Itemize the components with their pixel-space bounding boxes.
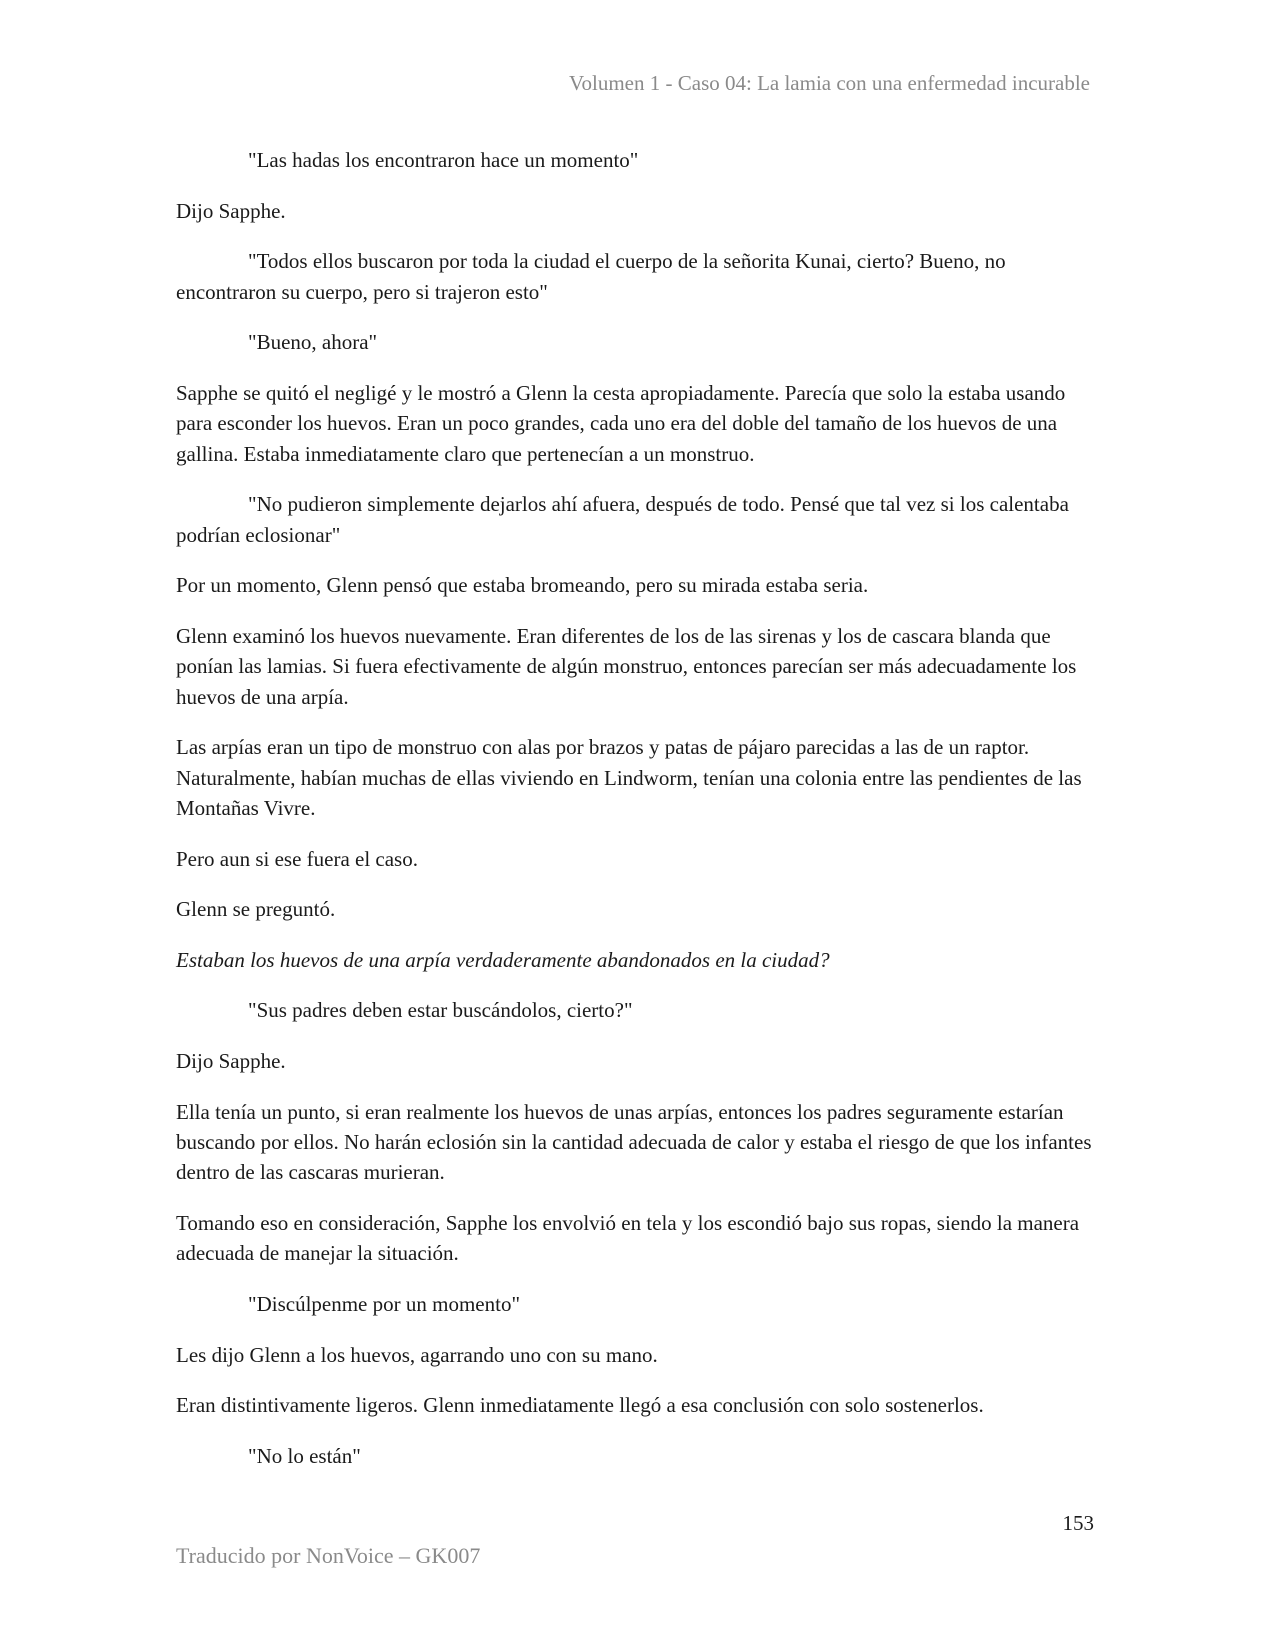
paragraph: Glenn se preguntó.	[176, 897, 336, 922]
paragraph: "Bueno, ahora"	[248, 330, 378, 355]
paragraph: Ella tenía un punto, si eran realmente los huevos de unas arpías, entonces los padres seguramente estarían buscando por ellos. No harán eclosión sin la cantidad adecuada de calor y estaba el riesgo de que los infantes dentro de las cascaras murieran.	[176, 1099, 1092, 1185]
page-number: 153	[1062, 1511, 1094, 1535]
paragraph: Dijo Sapphe.	[176, 198, 286, 223]
paragraph: Sapphe se quitó el negligé y le mostró a Glenn la cesta apropiadamente. Parecía que solo la estaba usando para esconder los huevos. Eran un poco grandes, cada uno era del doble del tamaño de los huevos de una gallina. Estaba inmediatamente claro que pertenecían a un monstruo.	[176, 380, 1066, 466]
paragraph: Pero aun si ese fuera el caso.	[176, 846, 418, 871]
paragraph: "Las hadas los encontraron hace un momento"	[248, 148, 639, 172]
paragraph: Glenn examinó los huevos nuevamente. Eran diferentes de los de las sirenas y los de cascara blanda que ponían las lamias. Si fuera efectivamente de algún monstruo, entonces parecían ser más adecuadamente los huevos de una arpía.	[176, 623, 1077, 709]
footer-credit: Traducido por NonVoice – GK007	[176, 1543, 481, 1568]
body-text	[176, 145, 1094, 1491]
running-header: Volumen 1 - Caso 04: La lamia con una enfermedad incurable	[569, 71, 1090, 95]
paragraph: Dijo Sapphe.	[176, 1048, 286, 1073]
paragraph: "No pudieron simplemente dejarlos ahí afuera, después de todo. Pensé que tal vez si los calentaba podrían eclosionar"	[176, 492, 1069, 547]
paragraph: "No lo están"	[248, 1443, 361, 1468]
paragraph: Las arpías eran un tipo de monstruo con alas por brazos y patas de pájaro parecidas a las de un raptor. Naturalmente, habían muchas de ellas viviendo en Lindworm, tenían una colonia entre las pendientes de las Montañas Vivre.	[176, 735, 1082, 820]
paragraph: Estaban los huevos de una arpía verdaderamente abandonados en la ciudad?	[176, 947, 830, 972]
paragraph: Les dijo Glenn a los huevos, agarrando uno con su mano.	[176, 1342, 658, 1367]
paragraph: "Todos ellos buscaron por toda la ciudad el cuerpo de la señorita Kunai, cierto? Bueno, no encontraron su cuerpo, pero si trajeron esto"	[176, 249, 1006, 304]
paragraph: Tomando eso en consideración, Sapphe los envolvió en tela y los escondió bajo sus ropas, siendo la manera adecuada de manejar la situación.	[176, 1210, 1080, 1266]
paragraph: Eran distintivamente ligeros. Glenn inmediatamente llegó a esa conclusión con solo sostenerlos.	[176, 1393, 984, 1418]
paragraph: "Sus padres deben estar buscándolos, cierto?"	[248, 998, 633, 1023]
paragraph: Por un momento, Glenn pensó que estaba bromeando, pero su mirada estaba seria.	[176, 573, 869, 598]
paragraph: "Discúlpenme por un momento"	[248, 1291, 521, 1316]
